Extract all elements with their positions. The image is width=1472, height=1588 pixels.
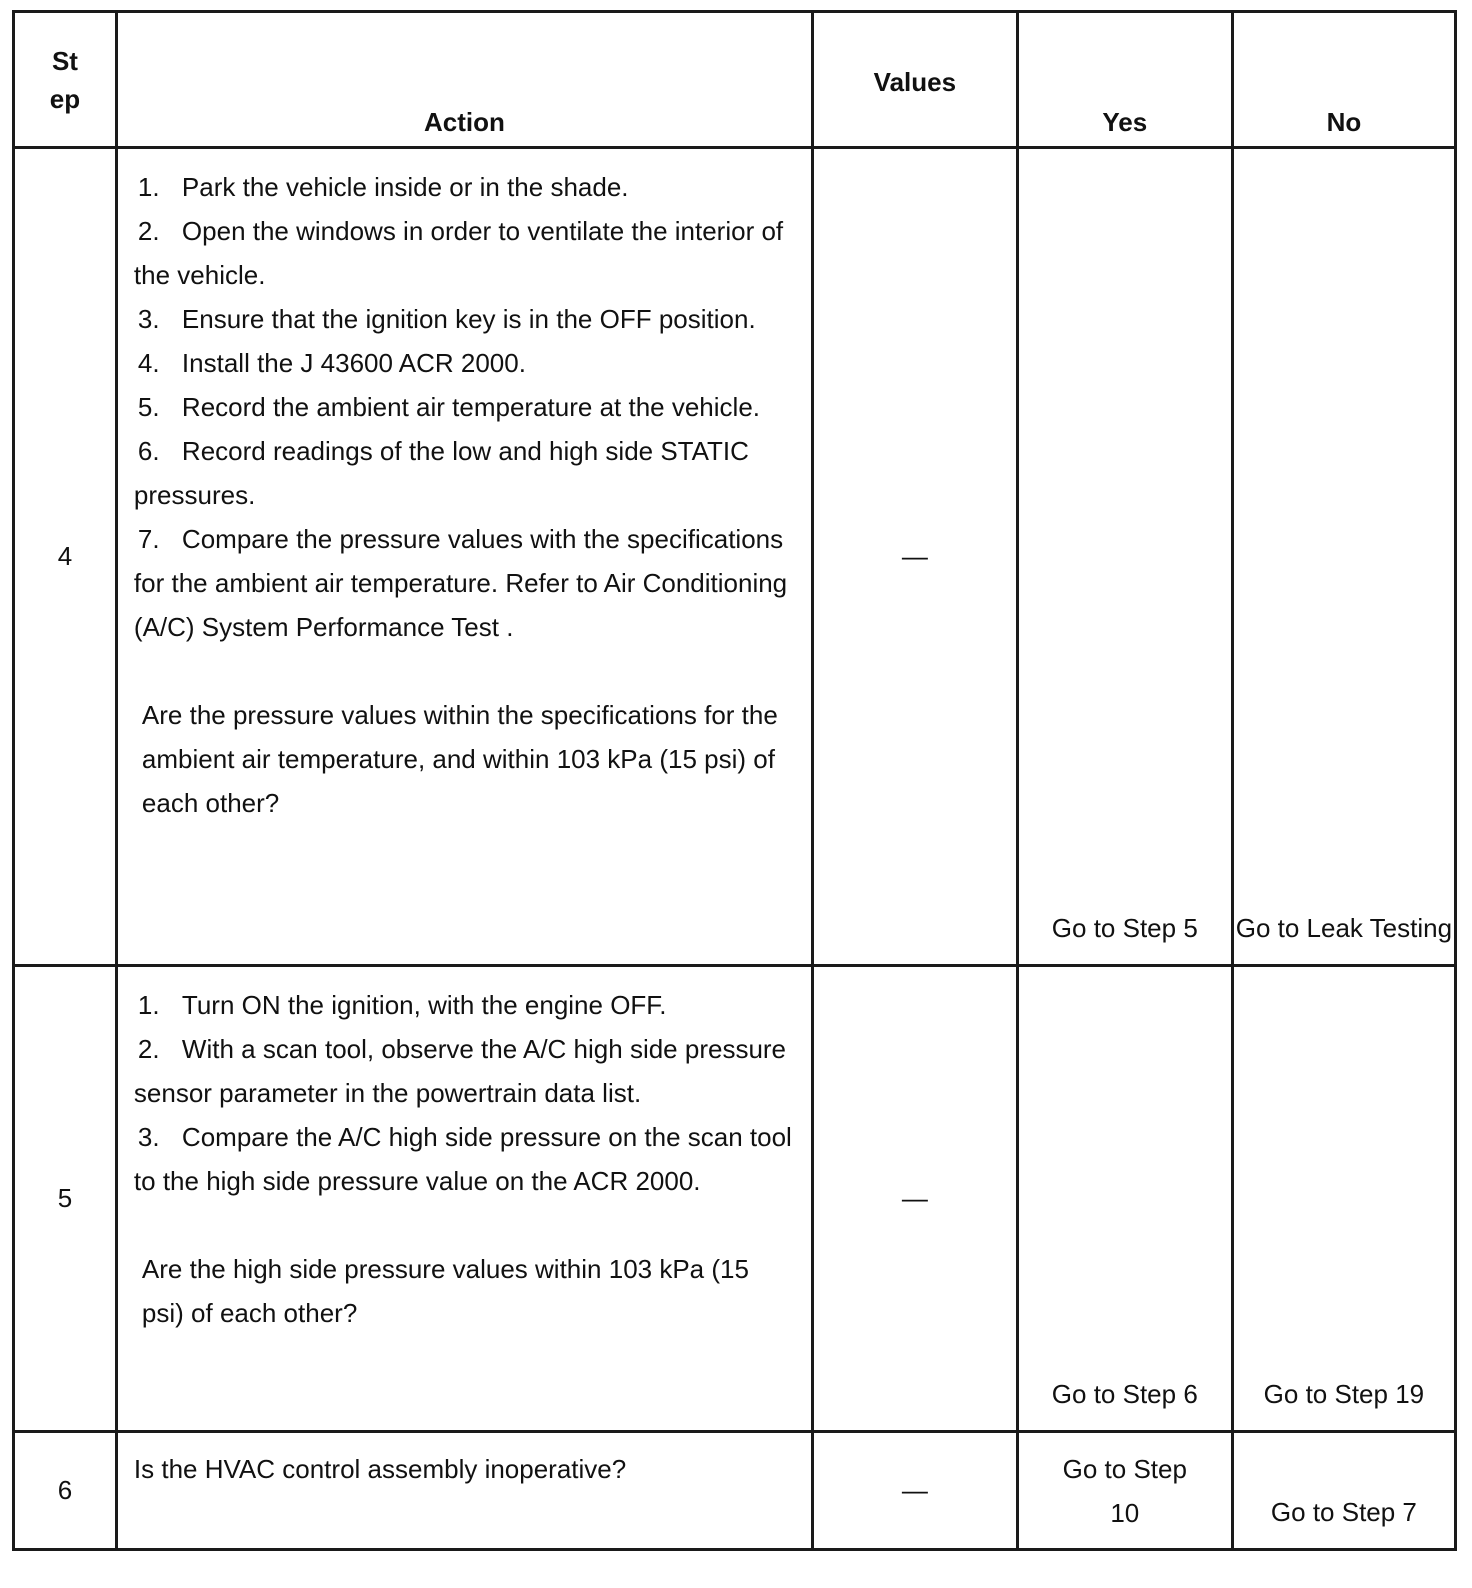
item-number: 4. <box>137 348 160 378</box>
item-number: 1. <box>137 172 160 202</box>
action-item <box>134 983 797 1027</box>
question-text: Are the high side pressure values within 103 kPa (15 psi) of each other? <box>141 1254 749 1328</box>
question-text: Are the pressure values within the specifications for the ambient air temperature, and within 103 kPa (15 psi) of each other? <box>141 700 778 818</box>
action-cell <box>116 1432 812 1550</box>
header-no: No <box>1232 12 1455 148</box>
item-text: Record readings of the low and high side STATIC pressures. <box>133 436 749 510</box>
question-text: Is the HVAC control assembly inoperative? <box>133 1454 627 1484</box>
item-text: With a scan tool, observe the A/C high side pressure sensor parameter in the powertrain data list. <box>133 1034 787 1108</box>
header-step-line1: St <box>51 45 78 76</box>
values-cell: — <box>812 148 1017 966</box>
action-item <box>134 297 797 341</box>
header-action: Action <box>116 12 812 148</box>
item-text: Install the J 43600 ACR 2000. <box>181 348 526 378</box>
header-values: Values <box>812 12 1017 148</box>
action-item <box>134 517 797 649</box>
step-number: 6 <box>14 1432 117 1550</box>
no-cell: Go to Step 19 <box>1232 966 1455 1432</box>
action-item <box>134 1115 797 1203</box>
item-text: Compare the pressure values with the specifications for the ambient air temperature. Refer to Air Conditioning (A/C) System Performance Test . <box>133 524 788 642</box>
header-row <box>14 12 1456 148</box>
no-cell: Go to Leak Testing <box>1232 148 1455 966</box>
values-cell: — <box>812 966 1017 1432</box>
action-item <box>134 429 797 517</box>
action-item <box>134 341 797 385</box>
action-cell <box>116 148 812 966</box>
yes-cell: Go to Step 10 <box>1017 1432 1232 1550</box>
no-cell: Go to Step 7 <box>1232 1432 1455 1550</box>
header-yes: Yes <box>1017 12 1232 148</box>
action-item <box>134 385 797 429</box>
action-cell <box>116 966 812 1432</box>
item-number: 6. <box>137 436 160 466</box>
item-text: Open the windows in order to ventilate the interior of the vehicle. <box>133 216 784 290</box>
header-step-line2: ep <box>49 83 81 114</box>
yes-cell: Go to Step 6 <box>1017 966 1232 1432</box>
item-text: Ensure that the ignition key is in the OFF position. <box>181 304 756 334</box>
values-cell: — <box>812 1432 1017 1550</box>
action-item <box>134 209 797 297</box>
item-number: 2. <box>137 216 160 246</box>
item-text: Park the vehicle inside or in the shade. <box>181 172 629 202</box>
header-step <box>14 12 117 148</box>
action-item <box>134 165 797 209</box>
step-number: 4 <box>14 148 117 966</box>
item-text: Record the ambient air temperature at the vehicle. <box>181 392 761 422</box>
item-number: 3. <box>137 304 160 334</box>
yes-cell: Go to Step 5 <box>1017 148 1232 966</box>
item-number: 7. <box>137 524 160 554</box>
action-item <box>134 1027 797 1115</box>
action-list <box>134 165 797 649</box>
item-number: 3. <box>137 1122 160 1152</box>
step-number: 5 <box>14 966 117 1432</box>
table-row <box>14 148 1456 966</box>
item-text: Compare the A/C high side pressure on the scan tool to the high side pressure value on the ACR 2000. <box>133 1122 792 1196</box>
table-row <box>14 966 1456 1432</box>
action-list <box>134 983 797 1203</box>
item-number: 2. <box>137 1034 160 1064</box>
table-row <box>14 1432 1456 1550</box>
item-number: 5. <box>137 392 160 422</box>
item-number: 1. <box>137 990 160 1020</box>
item-text: Turn ON the ignition, with the engine OFF. <box>181 990 667 1020</box>
diagnostic-table <box>12 10 1457 1551</box>
